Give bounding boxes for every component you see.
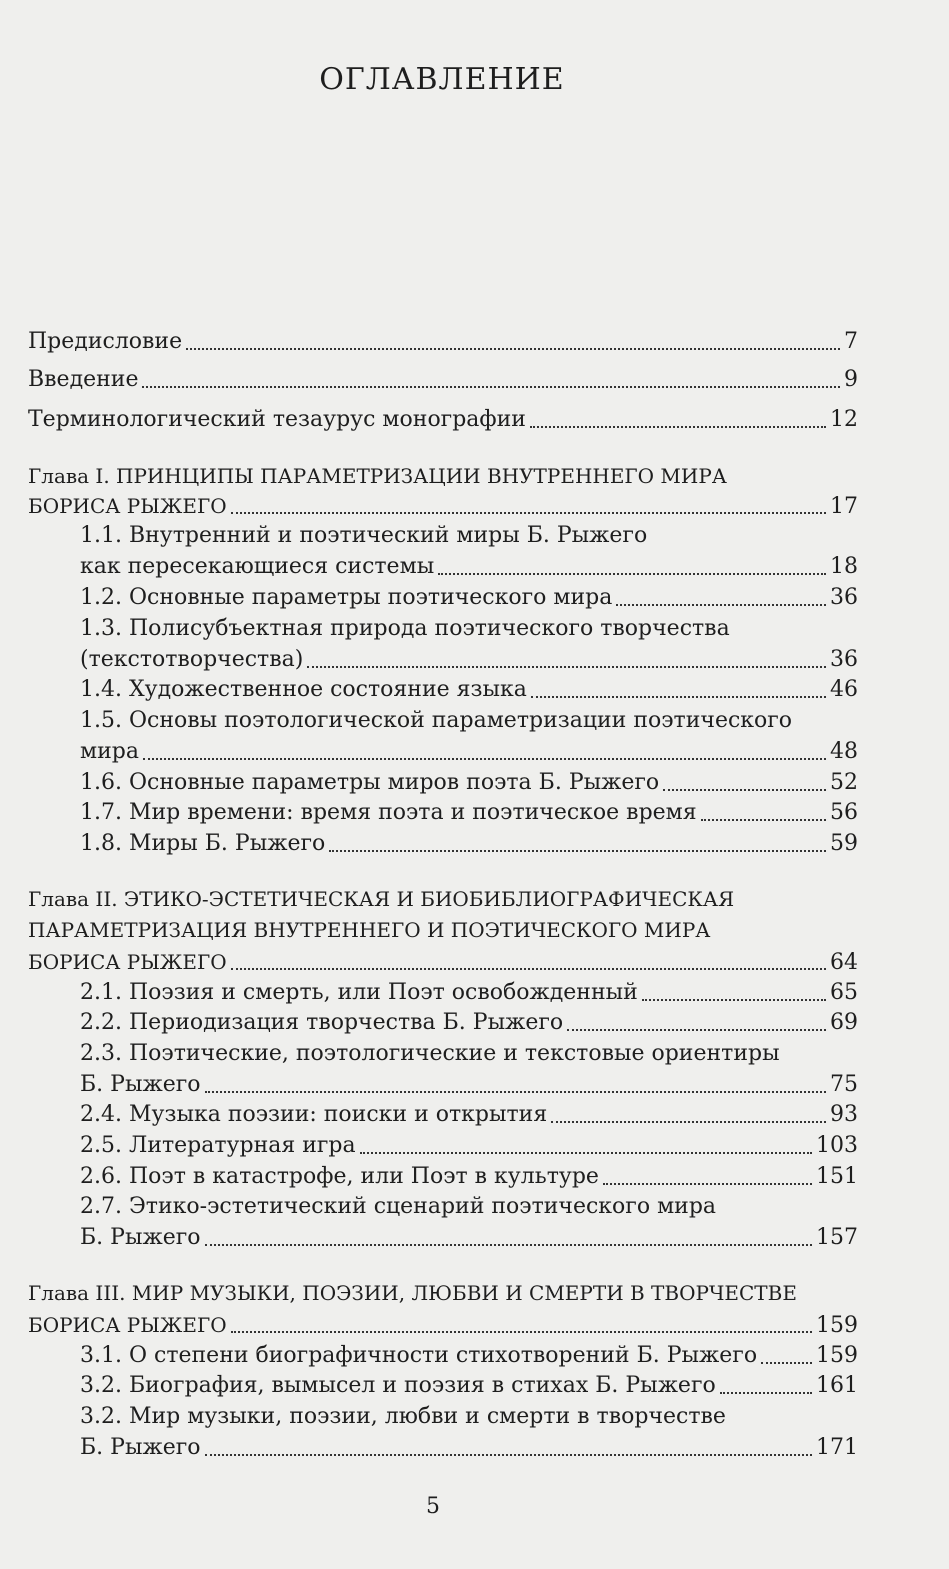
section-1-1-line1: 1.1. Внутренний и поэтический миры Б. Рыжего xyxy=(80,523,648,548)
section-1-8: 1.8. Миры Б. Рыжего 59 xyxy=(80,831,858,856)
section-3-2: 3.2. Биография, вымысел и поэзия в стихах Б. Рыжего 161 xyxy=(80,1373,858,1398)
section-1-6: 1.6. Основные параметры миров поэта Б. Рыжего 52 xyxy=(80,770,858,795)
page-number: 5 xyxy=(426,1494,440,1519)
section-2-7: Б. Рыжего 157 xyxy=(80,1225,858,1250)
section-1-3-line1: 1.3. Полисубъектная природа поэтического творчества xyxy=(80,616,730,641)
section-2-4: 2.4. Музыка поэзии: поиски и открытия 93 xyxy=(80,1102,858,1127)
section-3-3: Б. Рыжего 171 xyxy=(80,1435,858,1460)
chapter-2-heading: Глава II. ЭТИКО-ЭСТЕТИЧЕСКАЯ И БИОБИБЛИОГРАФИЧЕСКАЯ xyxy=(28,887,735,911)
section-2-5: 2.5. Литературная игра 103 xyxy=(80,1133,858,1158)
section-1-5: мира 48 xyxy=(80,739,858,764)
section-2-6: 2.6. Поэт в катастрофе, или Поэт в культуре 151 xyxy=(80,1164,858,1189)
section-2-3-line1: 2.3. Поэтические, поэтологические и текстовые ориентиры xyxy=(80,1041,780,1066)
section-2-7-line1: 2.7. Этико-эстетический сценарий поэтического мира xyxy=(80,1194,717,1219)
page-title: ОГЛАВЛЕНИЕ xyxy=(319,62,565,97)
section-2-2: 2.2. Периодизация творчества Б. Рыжего 69 xyxy=(80,1010,858,1035)
toc-entry-thesaurus: Терминологический тезаурус монографии 12 xyxy=(28,407,858,432)
section-1-3: (текстотворчества) 36 xyxy=(80,647,858,672)
section-1-2: 1.2. Основные параметры поэтического мира 36 xyxy=(80,585,858,610)
section-2-1: 2.1. Поэзия и смерть, или Поэт освобожденный 65 xyxy=(80,980,858,1005)
section-1-7: 1.7. Мир времени: время поэта и поэтическое время 56 xyxy=(80,800,858,825)
chapter-1-heading: Глава I. ПРИНЦИПЫ ПАРАМЕТРИЗАЦИИ ВНУТРЕННЕГО МИРА xyxy=(28,464,727,488)
section-1-1: как пересекающиеся системы 18 xyxy=(80,554,858,579)
section-3-3-line1: 3.2. Мир музыки, поэзии, любви и смерти в творчестве xyxy=(80,1404,726,1429)
chapter-1-title-line: БОРИСА РЫЖЕГО 17 xyxy=(28,494,858,519)
chapter-2-title-line: БОРИСА РЫЖЕГО 64 xyxy=(28,950,858,975)
toc-entry-preface: Предисловие 7 xyxy=(28,329,858,354)
chapter-3-title-line: БОРИСА РЫЖЕГО 159 xyxy=(28,1313,858,1338)
toc-entry-introduction: Введение 9 xyxy=(28,367,858,392)
section-1-4: 1.4. Художественное состояние языка 46 xyxy=(80,677,858,702)
section-1-5-line1: 1.5. Основы поэтологической параметризации поэтического xyxy=(80,708,793,733)
chapter-3-heading: Глава III. МИР МУЗЫКИ, ПОЭЗИИ, ЛЮБВИ И СМЕРТИ В ТВОРЧЕСТВЕ xyxy=(28,1281,797,1305)
chapter-2-heading-line2: ПАРАМЕТРИЗАЦИЯ ВНУТРЕННЕГО И ПОЭТИЧЕСКОГО МИРА xyxy=(28,918,711,942)
section-3-1: 3.1. О степени биографичности стихотворений Б. Рыжего 159 xyxy=(80,1343,858,1368)
section-2-3: Б. Рыжего 75 xyxy=(80,1072,858,1097)
